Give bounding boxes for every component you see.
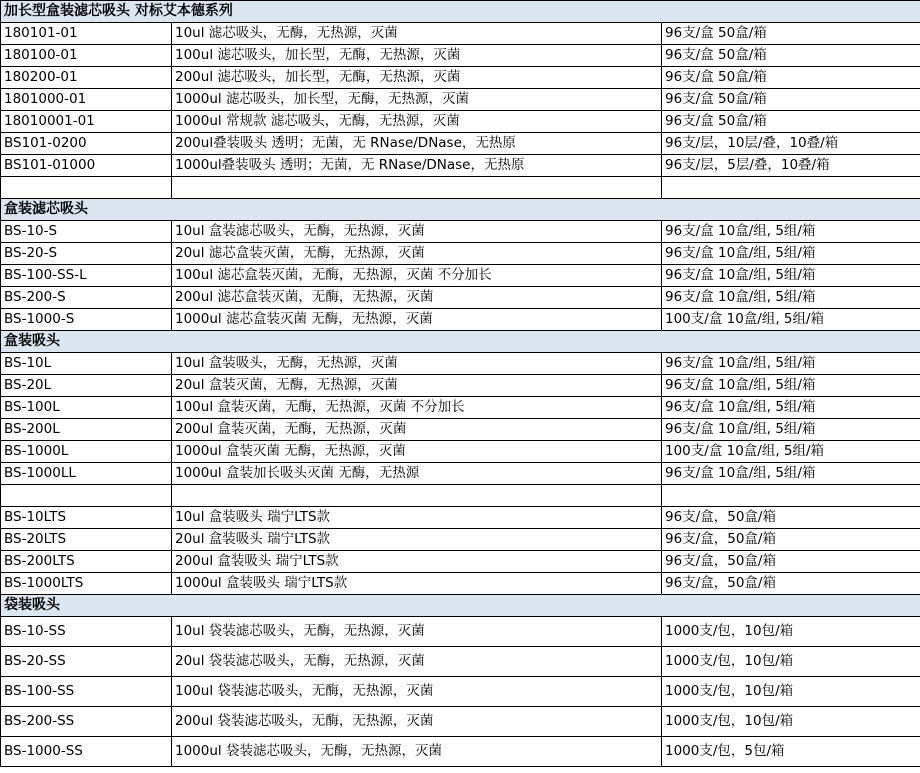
packaging[interactable]: 96支/盒 10盒/组, 5组/箱: [662, 287, 920, 309]
packaging[interactable]: 96支/盒 10盒/组, 5组/箱: [662, 265, 920, 287]
product-code[interactable]: 1801000-01: [1, 89, 172, 111]
section-title[interactable]: 盒装吸头: [1, 331, 920, 353]
product-description[interactable]: 1000ul 盒装加长吸头灭菌 无酶，无热源: [172, 463, 662, 485]
product-code[interactable]: BS-1000LTS: [1, 573, 172, 595]
product-code[interactable]: BS-1000-S: [1, 309, 172, 331]
product-description[interactable]: 200ul 盒装吸头 瑞宁LTS款: [172, 551, 662, 573]
table-row: [1, 551, 920, 573]
table-row: [1, 287, 920, 309]
product-description[interactable]: 1000ul 滤芯吸头，加长型，无酶，无热源，灭菌: [172, 89, 662, 111]
packaging[interactable]: [662, 485, 920, 507]
section-header: [1, 1, 920, 23]
packaging[interactable]: 96支/层，10层/叠，10叠/箱: [662, 133, 920, 155]
table-row: [1, 243, 920, 265]
empty-row: [1, 485, 920, 507]
product-code[interactable]: BS-1000L: [1, 441, 172, 463]
table-row: [1, 265, 920, 287]
table-row: [1, 507, 920, 529]
table-row: [1, 463, 920, 485]
product-description[interactable]: 1000ul 滤芯盒装灭菌 无酶，无热源，灭菌: [172, 309, 662, 331]
table-row: [1, 353, 920, 375]
packaging[interactable]: 96支/盒 50盒/箱: [662, 67, 920, 89]
product-code[interactable]: BS-200L: [1, 419, 172, 441]
packaging[interactable]: 96支/盒，50盒/箱: [662, 551, 920, 573]
product-code[interactable]: 180100-01: [1, 45, 172, 67]
table-row: [1, 89, 920, 111]
product-code[interactable]: BS-1000-SS: [1, 737, 172, 767]
product-description[interactable]: 200ul 袋装滤芯吸头，无酶，无热源，灭菌: [172, 707, 662, 737]
product-description[interactable]: 200ul叠装吸头 透明；无菌，无 RNase/DNase，无热原: [172, 133, 662, 155]
section-title[interactable]: 袋装吸头: [1, 595, 920, 617]
table-row: [1, 573, 920, 595]
table-row: [1, 111, 920, 133]
table-row: [1, 375, 920, 397]
product-description[interactable]: 1000ul叠装吸头 透明；无菌，无 RNase/DNase，无热原: [172, 155, 662, 177]
table-row: [1, 155, 920, 177]
packaging[interactable]: 1000支/包，10包/箱: [662, 707, 920, 737]
product-code[interactable]: BS-100-SS-L: [1, 265, 172, 287]
packaging[interactable]: 1000支/包，10包/箱: [662, 677, 920, 707]
packaging[interactable]: 96支/盒 50盒/箱: [662, 23, 920, 45]
table-row: [1, 677, 920, 707]
table-row: [1, 737, 920, 767]
packaging[interactable]: 96支/盒 10盒/组, 5组/箱: [662, 419, 920, 441]
table-row: [1, 397, 920, 419]
product-description[interactable]: 10ul 滤芯吸头，无酶，无热源，灭菌: [172, 23, 662, 45]
product-code[interactable]: BS-10-SS: [1, 617, 172, 647]
product-code[interactable]: BS-100-SS: [1, 677, 172, 707]
table-row: [1, 45, 920, 67]
product-description[interactable]: 10ul 袋装滤芯吸头，无酶，无热源，灭菌: [172, 617, 662, 647]
product-description[interactable]: 100ul 袋装滤芯吸头，无酶，无热源，灭菌: [172, 677, 662, 707]
packaging[interactable]: 96支/盒 10盒/组, 5组/箱: [662, 463, 920, 485]
product-code[interactable]: 180200-01: [1, 67, 172, 89]
section-title[interactable]: 加长型盒装滤芯吸头 对标艾本德系列: [1, 1, 920, 23]
product-code[interactable]: BS-20LTS: [1, 529, 172, 551]
product-description[interactable]: 200ul 滤芯吸头，加长型，无酶，无热源，灭菌: [172, 67, 662, 89]
product-description[interactable]: 20ul 盒装灭菌，无酶，无热源，灭菌: [172, 375, 662, 397]
section-header: [1, 331, 920, 353]
section-title[interactable]: 盒装滤芯吸头: [1, 199, 920, 221]
product-description[interactable]: 200ul 盒装灭菌，无酶，无热源，灭菌: [172, 419, 662, 441]
product-code[interactable]: BS-200-SS: [1, 707, 172, 737]
product-description[interactable]: 1000ul 袋装滤芯吸头，无酶，无热源，灭菌: [172, 737, 662, 767]
product-code[interactable]: BS-200-S: [1, 287, 172, 309]
table-row: [1, 647, 920, 677]
packaging[interactable]: 96支/盒 10盒/组, 5组/箱: [662, 221, 920, 243]
product-description[interactable]: [172, 485, 662, 507]
product-description[interactable]: 1000ul 盒装灭菌 无酶，无热源，灭菌: [172, 441, 662, 463]
product-code[interactable]: BS-100L: [1, 397, 172, 419]
packaging[interactable]: 1000支/包，5包/箱: [662, 737, 920, 767]
packaging[interactable]: 1000支/包，10包/箱: [662, 617, 920, 647]
product-code[interactable]: BS-10LTS: [1, 507, 172, 529]
product-code[interactable]: BS-200LTS: [1, 551, 172, 573]
product-code[interactable]: [1, 177, 172, 199]
product-code[interactable]: 180101-01: [1, 23, 172, 45]
packaging[interactable]: 96支/盒 50盒/箱: [662, 45, 920, 67]
packaging[interactable]: 96支/盒，50盒/箱: [662, 507, 920, 529]
product-code[interactable]: BS-1000LL: [1, 463, 172, 485]
table-row: [1, 529, 920, 551]
product-description[interactable]: 10ul 盒装吸头，无酶，无热源，灭菌: [172, 353, 662, 375]
product-description[interactable]: 20ul 袋装滤芯吸头，无酶，无热源，灭菌: [172, 647, 662, 677]
product-description[interactable]: 1000ul 盒装吸头 瑞宁LTS款: [172, 573, 662, 595]
packaging[interactable]: 100支/盒 10盒/组, 5组/箱: [662, 309, 920, 331]
product-code[interactable]: BS101-01000: [1, 155, 172, 177]
packaging[interactable]: 96支/盒 10盒/组, 5组/箱: [662, 375, 920, 397]
table-row: [1, 133, 920, 155]
product-description[interactable]: 10ul 盒装吸头 瑞宁LTS款: [172, 507, 662, 529]
product-code[interactable]: BS-20-S: [1, 243, 172, 265]
section-header: [1, 595, 920, 617]
product-description[interactable]: [172, 177, 662, 199]
product-code[interactable]: BS-10-S: [1, 221, 172, 243]
product-description[interactable]: 20ul 滤芯盒装灭菌，无酶，无热源，灭菌: [172, 243, 662, 265]
packaging[interactable]: 1000支/包，10包/箱: [662, 647, 920, 677]
packaging[interactable]: 96支/盒 50盒/箱: [662, 89, 920, 111]
packaging[interactable]: 96支/盒 10盒/组, 5组/箱: [662, 397, 920, 419]
product-description[interactable]: 200ul 滤芯盒装灭菌，无酶，无热源，灭菌: [172, 287, 662, 309]
table-row: [1, 707, 920, 737]
packaging[interactable]: 100支/盒 10盒/组, 5组/箱: [662, 441, 920, 463]
packaging[interactable]: 96支/盒，50盒/箱: [662, 573, 920, 595]
table-row: [1, 67, 920, 89]
packaging[interactable]: 96支/盒 10盒/组, 5组/箱: [662, 243, 920, 265]
section-header: [1, 199, 920, 221]
packaging[interactable]: 96支/盒 10盒/组, 5组/箱: [662, 353, 920, 375]
table-row: [1, 23, 920, 45]
packaging[interactable]: 96支/层，5层/叠，10叠/箱: [662, 155, 920, 177]
table-row: [1, 419, 920, 441]
product-description[interactable]: 100ul 滤芯盒装灭菌，无酶，无热源，灭菌 不分加长: [172, 265, 662, 287]
product-description[interactable]: 20ul 盒装吸头 瑞宁LTS款: [172, 529, 662, 551]
packaging[interactable]: 96支/盒 50盒/箱: [662, 111, 920, 133]
packaging[interactable]: [662, 177, 920, 199]
packaging[interactable]: 96支/盒，50盒/箱: [662, 529, 920, 551]
product-description[interactable]: 100ul 滤芯吸头，加长型，无酶，无热源，灭菌: [172, 45, 662, 67]
table-row: [1, 221, 920, 243]
product-description[interactable]: 1000ul 常规款 滤芯吸头，无酶，无热源，灭菌: [172, 111, 662, 133]
product-code[interactable]: BS-10L: [1, 353, 172, 375]
product-code[interactable]: BS-20L: [1, 375, 172, 397]
table-row: [1, 309, 920, 331]
product-code[interactable]: BS101-0200: [1, 133, 172, 155]
product-description[interactable]: 10ul 盒装滤芯吸头，无酶，无热源，灭菌: [172, 221, 662, 243]
table-row: [1, 441, 920, 463]
product-code[interactable]: [1, 485, 172, 507]
product-code[interactable]: 18010001-01: [1, 111, 172, 133]
table-row: [1, 617, 920, 647]
empty-row: [1, 177, 920, 199]
product-description[interactable]: 100ul 盒装灭菌，无酶，无热源，灭菌 不分加长: [172, 397, 662, 419]
product-code[interactable]: BS-20-SS: [1, 647, 172, 677]
